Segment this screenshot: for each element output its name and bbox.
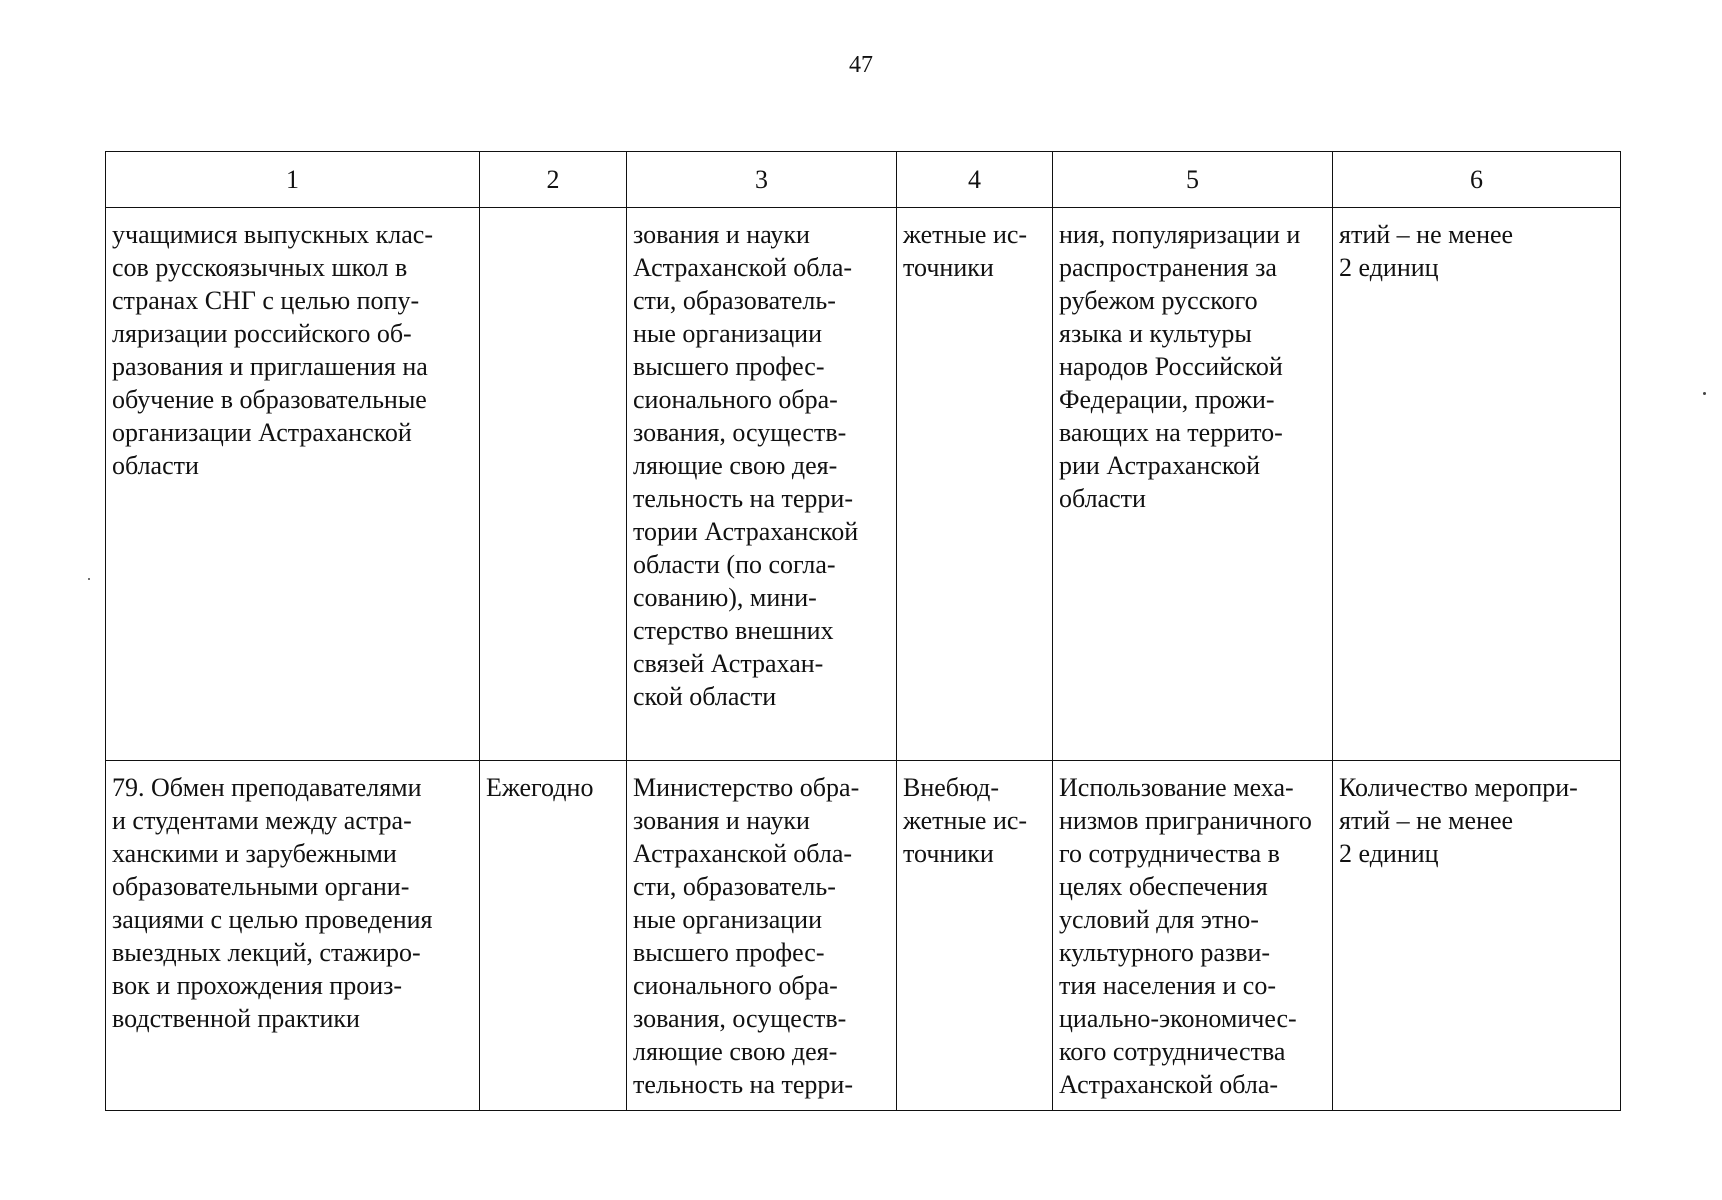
header-cell-2: 2 <box>480 152 627 208</box>
row2-activity-text: 79. Обмен преподавателями и студентами между астра- ханскими и зарубежными образовательными органи- зациями с целью проведения выездных лекций, стажиро- вок и прохождения произ- водственной практики <box>112 773 433 1033</box>
row1-executor-text: зования и науки Астраханской обла- сти, образователь- ные организации высшего профес- сионального обра- зования, осуществ- ляющие свою дея- тельность на терри- тории Астраханской области (по согла- сованию), мини- стерство внешних связей Астрахан- ской области <box>633 220 859 711</box>
row2-funding-text: Внебюд- жетные ис- точники <box>903 773 1028 868</box>
row2-executor-cell <box>627 761 897 1111</box>
row1-funding-text: жетные ис- точники <box>903 220 1028 282</box>
activities-table <box>105 151 1621 1111</box>
row1-funding-cell <box>897 208 1053 761</box>
row2-result-cell <box>1053 761 1333 1111</box>
row2-deadline-cell <box>480 761 627 1111</box>
row2-funding-cell <box>897 761 1053 1111</box>
row2-indicator-cell <box>1333 761 1621 1111</box>
row1-result-cell <box>1053 208 1333 761</box>
scan-speck <box>88 578 90 580</box>
row2-activity-cell <box>106 761 480 1111</box>
header-cell-5: 5 <box>1053 152 1333 208</box>
header-cell-4: 4 <box>897 152 1053 208</box>
row2-indicator-text: Количество меропри- ятий – не менее 2 единиц <box>1339 773 1578 868</box>
row2-deadline-text: Ежегодно <box>486 773 594 802</box>
row1-activity-cell <box>106 208 480 761</box>
row2-executor-text: Министерство обра- зования и науки Астраханской обла- сти, образователь- ные организации высшего профес- сионального обра- зования, осуществ- ляющие свою дея- тельность на терри- <box>633 773 860 1099</box>
row2-result-text: Использование меха- низмов приграничного го сотрудничества в целях обеспечения условий для этно- культурного разви- тия населения и со- циально-экономичес- кого сотрудничества Астраханской обла- <box>1059 773 1312 1099</box>
row1-indicator-cell <box>1333 208 1621 761</box>
row1-deadline-text <box>480 208 626 226</box>
header-row <box>106 152 1621 208</box>
row1-deadline-cell <box>480 208 627 761</box>
table-row <box>106 761 1621 1111</box>
header-cell-3: 3 <box>627 152 897 208</box>
row1-indicator-text: ятий – не менее 2 единиц <box>1339 220 1514 282</box>
header-cell-6: 6 <box>1333 152 1621 208</box>
row1-executor-cell <box>627 208 897 761</box>
row1-activity-text: учащимися выпускных клас- сов русскоязычных школ в странах СНГ с целью попу- ляризации российского об- разования и приглашения на обучение в образовательные организации Астраханской области <box>112 220 433 480</box>
header-cell-1: 1 <box>106 152 480 208</box>
scan-speck <box>1703 392 1706 395</box>
row1-result-text: ния, популяризации и распространения за рубежом русского языка и культуры народов Российской Федерации, прожи- вающих на террито- рии Астраханской области <box>1059 220 1301 513</box>
page-number: 47 <box>849 52 873 78</box>
table-row <box>106 208 1621 761</box>
